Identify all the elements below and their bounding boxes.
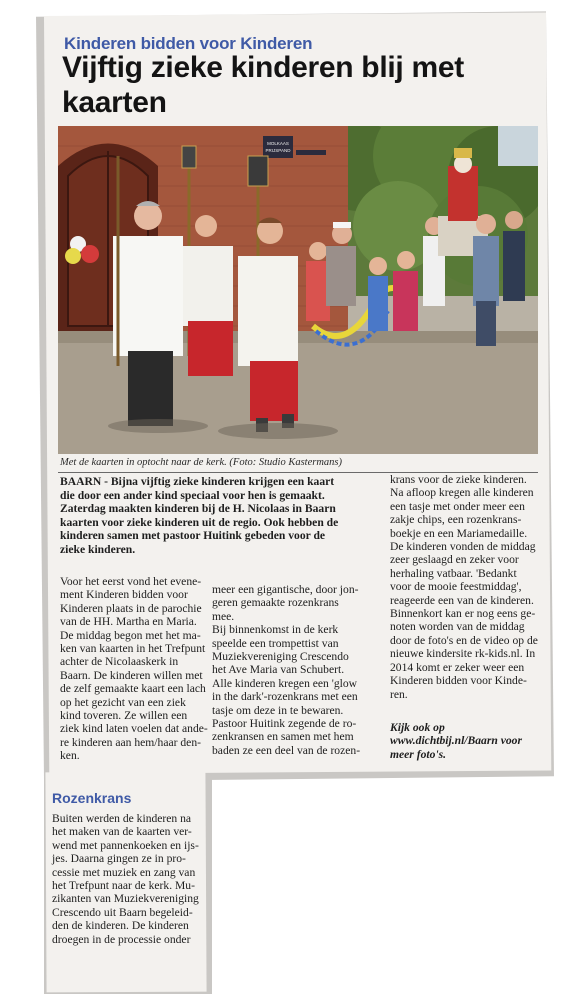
article-column-2: meer een gigantische, door jon- geren gemaakte rozenkrans mee. Bij binnenkomst in de kerk speelde een trompettist van Muziekvereniging Crescendo het Ave Maria van Schubert. Alle kinderen kregen een 'glow in the dark'-rozenkrans met een tasje om deze in te bewaren. Pastoor Huitink zegende de ro- zenkransen en samen met hem baden ze een deel van de rozen- (212, 583, 361, 757)
procession-photo (58, 126, 538, 454)
article-column-1-continued: Buiten werden de kinderen na het maken van de kaarten ver- wend met pannenkoeken en ijs- jes. Daarna gingen ze in pro- cessie met muziek en zang van het Trefpunt naar de kerk. Mu- zikanten van Muziekvereniging Crescendo uit Baarn begeleid- den de kinderen. De kinderen droegen in de processie onder (52, 812, 199, 946)
article-headline: Vijftig zieke kinderen blij met kaarten (62, 51, 464, 119)
street-sign-text: MOLKAAS (267, 141, 289, 146)
article-column-3: krans voor de zieke kinderen. Na afloop kregen alle kinderen een tasje met onder meer een zakje chips, een rozenkrans- boekje en een Mariamedaille. De kinderen vonden de middag zeer geslaagd en zeker voor herhaling vatbaar. 'Bedankt voor de mooie feestmiddag', reageerde een van de kinderen. Binnenkort kan er nog eens ge- noten worden van de middag door de foto's en de video op de nieuwe kindersite rk-kids.nl. In 2014 komt er zeker weer een Kinderen bidden voor Kinde- ren. (390, 473, 538, 701)
svg-text:PRIJSPAND: PRIJSPAND (265, 148, 291, 153)
more-photos-link[interactable]: Kijk ook op www.dichtbij.nl/Baarn voor meer foto's. (390, 721, 522, 761)
article-column-1: Voor het eerst vond het evene- ment Kinderen bidden voor Kinderen plaats in de parochie van de HH. Martha en Maria. De middag begon met het ma- ken van kaarten in het Trefpunt achter de Nicolaaskerk in Baarn. De kinderen willen met de zelf gemaakte kaart een lach op het gezicht van een ziek kind toveren. Ze willen een ziek kind laten voelen dat ande- re kinderen aan hem/haar den- ken. (60, 575, 208, 763)
article-kicker: Kinderen bidden voor Kinderen (64, 34, 313, 53)
article-intro: BAARN - Bijna vijftig zieke kinderen krijgen een kaart die door een ander kind speciaal voor hen is gemaakt. Zaterdag maakten kinderen bij de H. Nicolaas in Baarn kaarten voor zieke kinderen uit de regio. Ook hebben de kinderen samen met pastoor Huitink gebeden voor de zieke kinderen. (60, 475, 339, 556)
photo-caption: Met de kaarten in optocht naar de kerk. (Foto: Studio Kastermans) (60, 457, 342, 468)
section-heading-rozenkrans: Rozenkrans (52, 790, 132, 806)
